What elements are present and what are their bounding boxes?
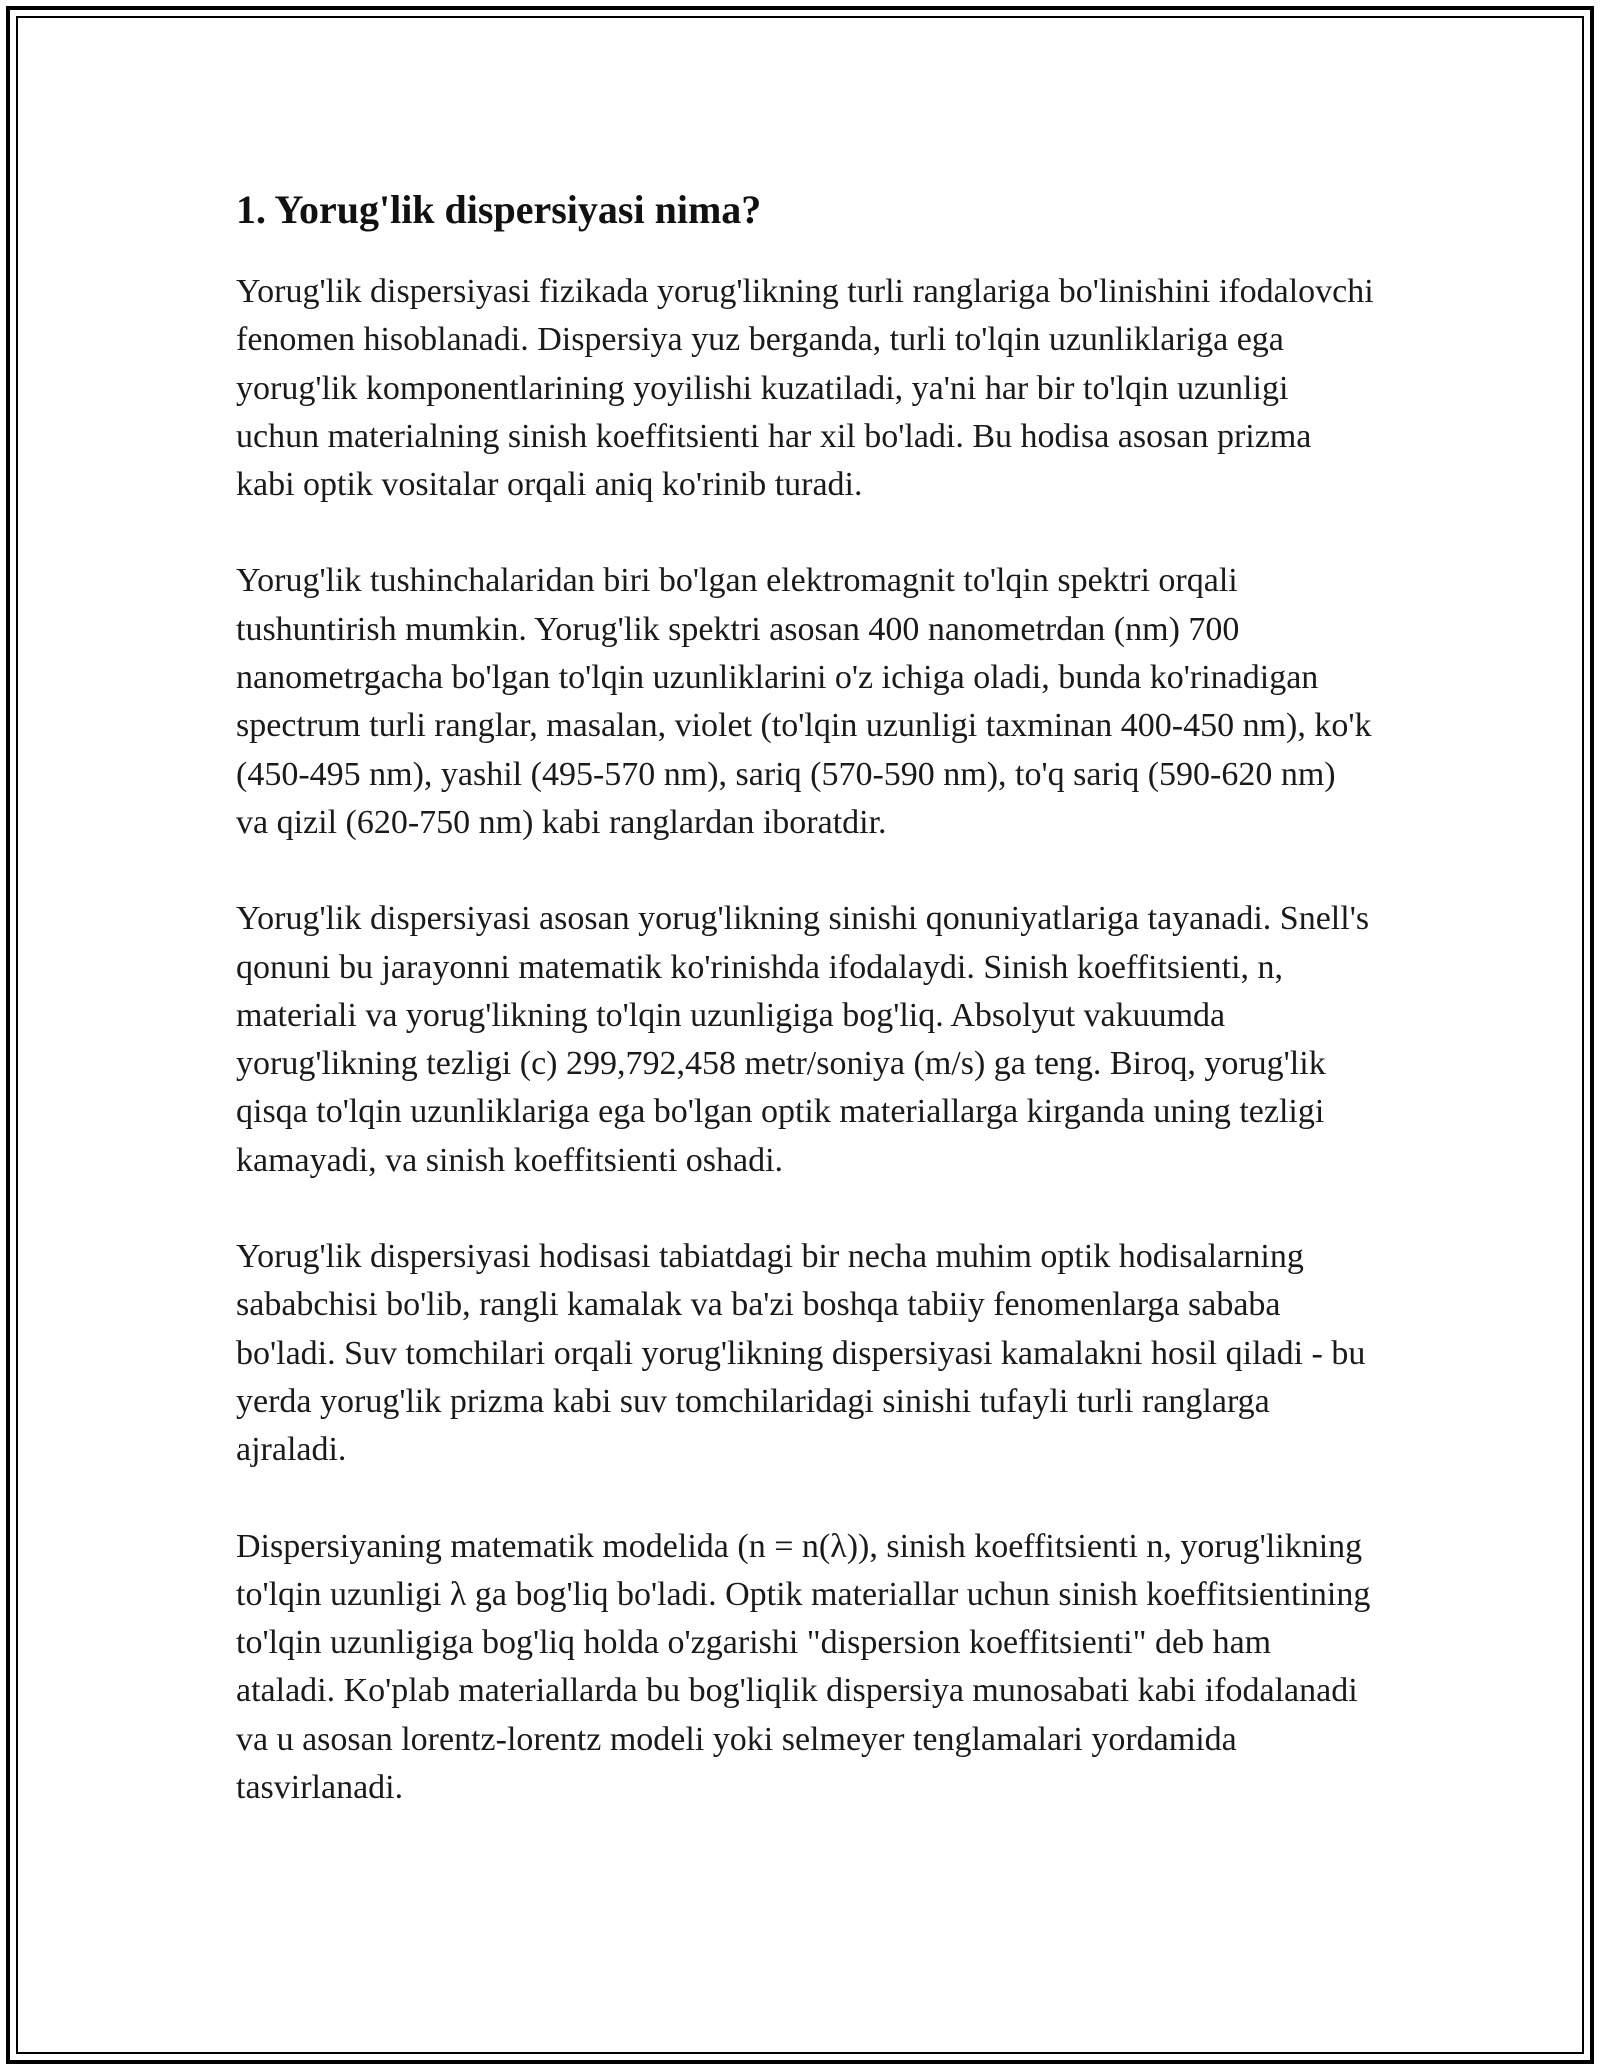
paragraph-5: Dispersiyaning matematik modelida (n = n(λ)), sinish koeffitsienti n, yorug'likning to'lqin uzunligi λ ga bog'liq bo'ladi. Optik materiallar uchun sinish koeffitsientining to'lqin uzunligiga bog'liq holda o'zgarishi "dispersion koeffitsienti" deb ham ataladi. Ko'plab materiallarda bu bog'liqlik dispersiya munosabati kabi ifodalanadi va u asosan lorentz-lorentz modeli yoki selmeyer tenglamalari yordamida tasvirlanadi. (236, 1527, 1371, 1807)
document-body (236, 180, 1376, 1860)
section-heading: 1. Yorug'lik dispersiyasi nima? (236, 187, 762, 232)
paragraph-3: Yorug'lik dispersiyasi asosan yorug'likning sinishi qonuniyatlariga tayanadi. Snell's qonuni bu jarayonni matematik ko'rinishda ifodalaydi. Sinish koeffitsienti, n, materiali va yorug'likning to'lqin uzunligiga bog'liq. Absolyut vakuumda yorug'likning tezligi (c) 299,792,458 metr/soniya (m/s) ga teng. Biroq, yorug'lik qisqa to'lqin uzunliklariga ega bo'lgan optik materiallarga kirganda uning tezligi kamayadi, va sinish koeffitsienti oshadi. (236, 900, 1370, 1179)
paragraph-1: Yorug'lik dispersiyasi fizikada yorug'likning turli ranglariga bo'linishini ifodalovchi fenomen hisoblanadi. Dispersiya yuz berganda, turli to'lqin uzunliklariga ega yorug'lik komponentlarining yoyilishi kuzatiladi, ya'ni har bir to'lqin uzunligi uchun materialning sinish koeffitsienti har xil bo'ladi. Bu hodisa asosan prizma kabi optik vositalar orqali aniq ko'rinib turadi. (236, 273, 1374, 504)
paragraph-2: Yorug'lik tushinchalaridan biri bo'lgan elektromagnit to'lqin spektri orqali tushuntirish mumkin. Yorug'lik spektri asosan 400 nanometrdan (nm) 700 nanometrgacha bo'lgan to'lqin uzunliklarini o'z ichiga oladi, bunda ko'rinadigan spectrum turli ranglar, masalan, violet (to'lqin uzunligi taxminan 400-450 nm), ko'k (450-495 nm), yashil (495-570 nm), sariq (570-590 nm), to'q sariq (590-620 nm) va qizil (620-750 nm) kabi ranglardan iboratdir. (236, 562, 1372, 841)
paragraph-4: Yorug'lik dispersiyasi hodisasi tabiatdagi bir necha muhim optik hodisalarning sababchisi bo'lib, rangli kamalak va ba'zi boshqa tabiiy fenomenlarga sababa bo'ladi. Suv tomchilari orqali yorug'likning dispersiyasi kamalakni hosil qiladi - bu yerda yorug'lik prizma kabi suv tomchilaridagi sinishi tufayli turli ranglarga ajraladi. (236, 1238, 1366, 1469)
